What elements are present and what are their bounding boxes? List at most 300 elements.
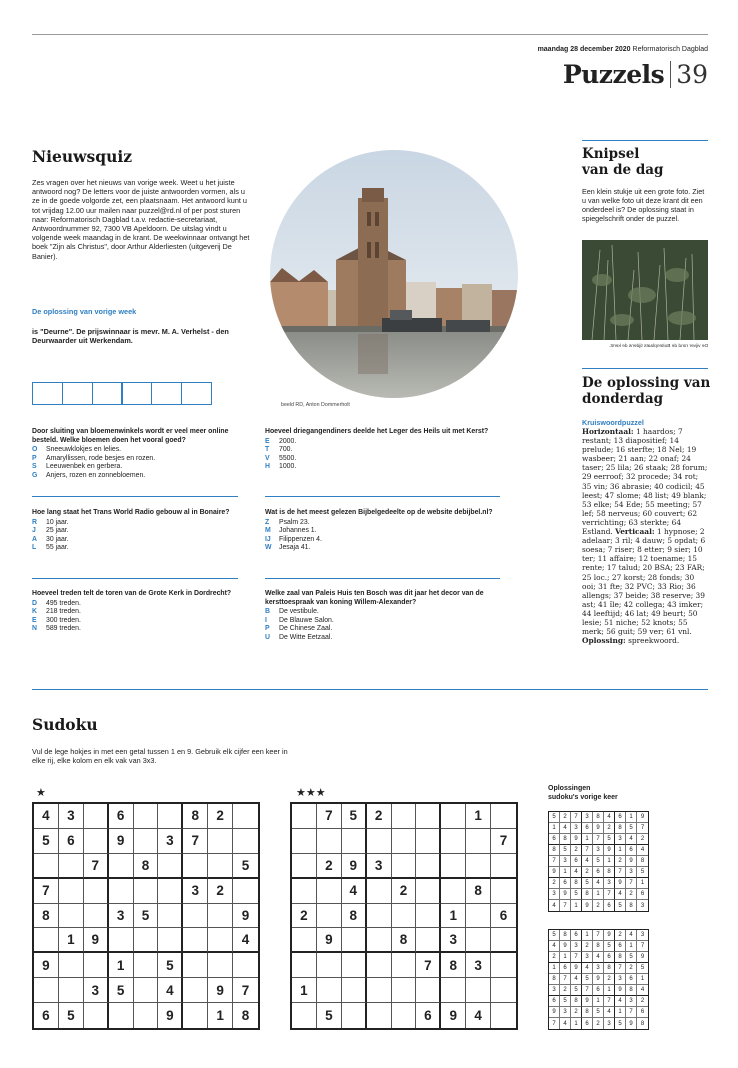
sudoku-cell: 2	[317, 854, 342, 879]
sudoku-cell: 4	[560, 823, 571, 834]
sudoku-cell: 9	[637, 812, 648, 823]
sudoku-cell: 2	[560, 812, 571, 823]
previous-solution-text: is "Deurne". De prijswinnaar is mevr. M. A. Verhelst - den Deurwaarder uit Werkendam.	[32, 327, 229, 346]
sudoku-cell: 8	[183, 804, 208, 829]
sudoku-cell[interactable]	[84, 1003, 109, 1028]
sudoku-cell[interactable]	[134, 1003, 159, 1028]
sudoku-cell[interactable]	[317, 953, 342, 978]
sudoku-cell: 2	[582, 941, 593, 952]
sudoku-cell: 3	[441, 928, 466, 953]
sudoku-cell[interactable]	[416, 879, 441, 904]
sudoku-cell: 8	[134, 854, 159, 879]
sudoku-cell: 2	[582, 867, 593, 878]
sudoku-cell: 4	[560, 1018, 571, 1029]
answer-box[interactable]	[181, 382, 212, 405]
nieuwsquiz-title: Nieuwsquiz	[32, 147, 133, 166]
sudoku-cell: 6	[604, 900, 615, 911]
sudoku-cell: 8	[571, 996, 582, 1007]
sudoku-cell: 9	[615, 878, 626, 889]
sudoku-cell: 7	[34, 879, 59, 904]
sudoku-cell: 3	[560, 1007, 571, 1018]
sudoku-cell: 7	[604, 996, 615, 1007]
sudoku-cell[interactable]	[342, 978, 367, 1003]
sudoku-cell: 5	[158, 953, 183, 978]
sudoku-cell[interactable]	[392, 854, 417, 879]
sudoku-cell[interactable]	[59, 978, 84, 1003]
sudoku-cell: 6	[626, 974, 637, 985]
sudoku-cell[interactable]	[416, 904, 441, 929]
sudoku-cell: 5	[342, 804, 367, 829]
sudoku-cell[interactable]	[233, 879, 258, 904]
sudoku-cell[interactable]	[84, 953, 109, 978]
sudoku-cell: 1	[571, 900, 582, 911]
sudoku-cell: 3	[640, 902, 645, 909]
sudoku-cell[interactable]	[59, 854, 84, 879]
sudoku-cell[interactable]	[491, 978, 516, 1003]
sudoku-cell: 9	[593, 974, 604, 985]
sudoku-cell[interactable]	[134, 978, 159, 1003]
sudoku-cell: 8	[626, 985, 637, 996]
sudoku-cell[interactable]	[183, 953, 208, 978]
sudoku-cell: 9	[560, 889, 571, 900]
sudoku-cell[interactable]	[34, 928, 59, 953]
sudoku-cell[interactable]	[491, 879, 516, 904]
quiz-option: Z Psalm 23.	[265, 518, 310, 526]
sudoku-cell: 5	[134, 904, 159, 929]
sudoku-cell: 2	[637, 834, 648, 845]
sudoku-cell: 7	[549, 1018, 560, 1029]
sudoku-cell[interactable]	[158, 904, 183, 929]
sudoku-cell: 3	[615, 834, 626, 845]
sudoku-cell: 3	[549, 889, 560, 900]
sudoku-cell: 1	[626, 941, 637, 952]
sudoku-cell[interactable]	[491, 854, 516, 879]
sudoku-cell[interactable]	[59, 953, 84, 978]
sudoku-cell: 6	[491, 904, 516, 929]
answer-box[interactable]	[121, 382, 152, 405]
sudoku-cell: 4	[626, 834, 637, 845]
sudoku-cell: 6	[34, 1003, 59, 1028]
sudoku-cell: 6	[637, 1007, 648, 1018]
dateline: maandag 28 december 2020 Reformatorisch Dagblad	[537, 46, 708, 53]
sudoku-cell: 4	[593, 952, 604, 963]
sudoku-cell: 9	[317, 928, 342, 953]
sudoku-cell: 9	[582, 996, 593, 1007]
sudoku-cell[interactable]	[416, 928, 441, 953]
sudoku-cell[interactable]	[466, 829, 491, 854]
sudoku-cell[interactable]	[441, 978, 466, 1003]
sudoku-cell[interactable]	[367, 904, 392, 929]
sudoku-cell: 7	[183, 829, 208, 854]
sudoku-cell[interactable]	[158, 854, 183, 879]
sudoku-cell: 2	[367, 804, 392, 829]
quiz-option: E 2000.	[265, 437, 297, 445]
sudoku-cell: 8	[640, 1020, 645, 1027]
sudoku-cell: 5	[615, 1018, 626, 1029]
sudoku-cell: 7	[491, 829, 516, 854]
sudoku-cell: 4	[615, 889, 626, 900]
quiz-option: I De Blauwe Salon.	[265, 616, 334, 624]
quiz-option: J 25 jaar.	[32, 527, 69, 535]
sudoku-cell[interactable]	[416, 829, 441, 854]
sudoku-cell: 7	[317, 804, 342, 829]
sudoku-cell: 3	[59, 804, 84, 829]
quiz-option: P Amaryllissen, rode besjes en rozen.	[32, 454, 156, 462]
sudoku-cell[interactable]	[208, 953, 233, 978]
sudoku-cell: 3	[615, 974, 626, 985]
sudoku-cell: 7	[549, 856, 560, 867]
sudoku-cell[interactable]	[491, 953, 516, 978]
sudoku-cell: 2	[571, 845, 582, 856]
sudoku-cell[interactable]	[292, 953, 317, 978]
sudoku-cell[interactable]	[183, 904, 208, 929]
sudoku-cell[interactable]	[292, 804, 317, 829]
question-divider	[265, 578, 500, 579]
sudoku-cell: 5	[549, 930, 560, 941]
sudoku-cell[interactable]	[134, 879, 159, 904]
quiz-option: N 589 treden.	[32, 625, 81, 633]
sudoku-cell: 7	[560, 974, 571, 985]
sudoku-cell[interactable]	[134, 953, 159, 978]
sudoku-cell: 7	[416, 953, 441, 978]
sudoku-cell: 7	[571, 952, 582, 963]
sudoku-cell[interactable]	[317, 904, 342, 929]
sudoku-cell: 8	[549, 974, 560, 985]
sudoku-cell: 3	[84, 978, 109, 1003]
sudoku-cell[interactable]	[109, 928, 134, 953]
sudoku-cell: 2	[604, 823, 615, 834]
sudoku-cell[interactable]	[158, 879, 183, 904]
sudoku-cell[interactable]	[491, 804, 516, 829]
sudoku-cell: 3	[582, 952, 593, 963]
sudoku-cell: 1	[560, 867, 571, 878]
sudoku-cell: 7	[604, 889, 615, 900]
sudoku-cell[interactable]	[292, 854, 317, 879]
sudoku-cell: 6	[109, 804, 134, 829]
sudoku-cell: 2	[560, 985, 571, 996]
sudoku-cell[interactable]	[367, 1003, 392, 1028]
sudoku-cell: 3	[593, 845, 604, 856]
sudoku-cell: 1	[582, 834, 593, 845]
sudoku-cell[interactable]	[392, 978, 417, 1003]
quiz-option: H 1000.	[265, 463, 297, 471]
sudoku-cell: 8	[582, 889, 593, 900]
sudoku-cell: 4	[582, 856, 593, 867]
knipsel-rule	[582, 140, 708, 141]
sudoku-cell[interactable]	[84, 879, 109, 904]
sudoku-cell: 6	[416, 1003, 441, 1028]
sudoku-cell[interactable]	[134, 829, 159, 854]
quiz-question-3: Hoeveel treden telt de toren van de Grote Kerk in Dordrecht? D 495 treden. K 218 treden. E 300 treden. N 589 treden.	[32, 590, 238, 634]
sudoku-cell[interactable]	[466, 854, 491, 879]
sudoku-cell[interactable]	[109, 879, 134, 904]
sudoku-cell: 1	[571, 1018, 582, 1029]
section-separator	[670, 61, 671, 88]
quiz-option: M Johannes 1.	[265, 527, 317, 535]
sudoku-cell: 4	[604, 1007, 615, 1018]
sudoku-cell[interactable]	[317, 829, 342, 854]
sudoku-cell[interactable]	[208, 854, 233, 879]
sudoku-cell: 1	[593, 889, 604, 900]
sudoku-cell: 5	[560, 996, 571, 1007]
quiz-option: K 218 treden.	[32, 608, 81, 616]
sudoku-cell: 9	[604, 845, 615, 856]
sudoku-cell: 2	[392, 879, 417, 904]
sudoku-cell[interactable]	[84, 904, 109, 929]
sudoku-cell: 6	[593, 867, 604, 878]
sudoku-cell: 4	[549, 900, 560, 911]
sudoku-cell: 4	[549, 941, 560, 952]
sudoku-cell[interactable]	[59, 904, 84, 929]
sudoku-cell[interactable]	[392, 829, 417, 854]
sudoku-cell: 2	[604, 974, 615, 985]
kruiswoord-solution: Horizontaal: 1 haardos; 7 restant; 13 diapositief; 14 prelude; 16 sterfte; 18 Nel; 19 wasbeer; 21 aan; 22 onaf; 24 taser; 25 lila; 26 staak; 28 forum; 29 eerroof; 32 procede; 34 rot; 35 vin; 36 abrasie; 40 codicil; 45 leest; 47 slome; 48 list; 49 blank; 53 elke; 54 Ede; 55 meeting; 57 lef; 58 nerveus; 60 couvert; 62 verrichting; 63 sterkte; 64 Estland. Verticaal: 1 hypnose; 2 adelaar; 3 ril; 4 dauw; 5 opdat; 6 soesa; 7 riser; 8 etter; 9 sier; 10 ter; 11 affaire; 12 toename; 15 rente; 17 talud; 20 BSA; 23 FAR; 25 loc.; 27 korst; 28 fonds; 30 ooi; 31 fte; 32 PVC; 33 Rio; 36 allengs; 37 beide; 38 reserve; 39 ast; 41 île; 42 collega; 43 imker; 44 leeftijd; 46 lat; 49 beurt; 50 lesie; 51 niche; 52 knots; 55 merk; 56 guit; 59 ver; 61 vnl. Oplossing: spreekwoord.	[582, 427, 708, 646]
sudoku-cell: 1	[637, 974, 648, 985]
sudoku-cell[interactable]	[109, 1003, 134, 1028]
sudoku-cell: 7	[593, 834, 604, 845]
sudoku-cell[interactable]	[183, 928, 208, 953]
sudoku-cell[interactable]	[441, 854, 466, 879]
sudoku-cell[interactable]	[134, 928, 159, 953]
solutions-heading: Oplossingen sudoku's vorige keer	[548, 785, 618, 801]
sudoku-cell: 9	[560, 941, 571, 952]
sudoku-cell: 9	[549, 867, 560, 878]
sudoku-cell: 8	[392, 928, 417, 953]
sudoku-cell: 7	[626, 878, 637, 889]
question-divider	[32, 496, 238, 497]
quiz-option: G Anjers, rozen en zonnebloemen.	[32, 471, 146, 479]
sudoku-cell: 5	[615, 900, 626, 911]
sudoku-cell: 5	[233, 854, 258, 879]
knipsel-photo	[582, 240, 708, 340]
sudoku-cell[interactable]	[292, 1003, 317, 1028]
sudoku-cell: 1	[109, 953, 134, 978]
sudoku-cell: 4	[233, 928, 258, 953]
sudoku-cell[interactable]	[292, 879, 317, 904]
sudoku-cell[interactable]	[491, 928, 516, 953]
sudoku-cell: 3	[109, 904, 134, 929]
sudoku-cell: 9	[233, 904, 258, 929]
sudoku-cell[interactable]	[34, 854, 59, 879]
sudoku-cell: 1	[615, 845, 626, 856]
sudoku-cell[interactable]	[59, 879, 84, 904]
sudoku-cell[interactable]	[367, 829, 392, 854]
sudoku-cell[interactable]	[441, 879, 466, 904]
sudoku-cell: 5	[571, 985, 582, 996]
sudoku-cell[interactable]	[392, 953, 417, 978]
quiz-question-4: Hoeveel driegangendiners deelde het Leger des Heils uit met Kerst? E 2000. T 700. V 5500. H 1000.	[265, 428, 500, 472]
sudoku-cell: 8	[466, 879, 491, 904]
sudoku-cell: 2	[626, 963, 637, 974]
sudoku-cell: 3	[582, 812, 593, 823]
section-divider	[32, 689, 708, 690]
sudoku-cell[interactable]	[491, 1003, 516, 1028]
page-number: 39	[676, 60, 708, 89]
sudoku-cell[interactable]	[183, 1003, 208, 1028]
sudoku-cell[interactable]	[84, 804, 109, 829]
sudoku-cell: 2	[571, 1007, 582, 1018]
sudoku-cell[interactable]	[416, 978, 441, 1003]
sudoku-cell: 9	[571, 963, 582, 974]
foliage-illustration	[582, 240, 708, 340]
sudoku-cell: 9	[342, 854, 367, 879]
sudoku-cell: 5	[59, 1003, 84, 1028]
sudoku-cell: 8	[560, 930, 571, 941]
sudoku-cell[interactable]	[367, 928, 392, 953]
quiz-question-6: Welke zaal van Paleis Huis ten Bosch was dit jaar het decor van de kersttoespraak van koning Willem-Alexander? B De vestibule. I De Blauwe Salon. P De Chinese Zaal. U De Witte Eetzaal.	[265, 590, 500, 643]
sudoku-cell: 4	[34, 804, 59, 829]
quiz-question-5: Wat is de het meest gelezen Bijbelgedeelte op de website debijbel.nl? Z Psalm 23. M Johannes 1. IJ Filippenzen 4. W Jesaja 41.	[265, 509, 500, 553]
sudoku-cell: 8	[560, 834, 571, 845]
sudoku-cell[interactable]	[183, 978, 208, 1003]
dordrecht-photo	[270, 150, 518, 398]
sudoku-cell: 7	[626, 1007, 637, 1018]
sudoku-cell: 2	[615, 856, 626, 867]
sudoku-cell: 5	[604, 941, 615, 952]
sudoku-cell[interactable]	[183, 854, 208, 879]
sudoku-cell[interactable]	[466, 978, 491, 1003]
sudoku-cell: 5	[626, 823, 637, 834]
sudoku-cell[interactable]	[416, 804, 441, 829]
sudoku-cell: 1	[466, 804, 491, 829]
sudoku-cell: 4	[158, 978, 183, 1003]
quiz-option: O Sneeuwklokjes en lelies.	[32, 446, 122, 454]
sudoku-cell[interactable]	[317, 879, 342, 904]
sudoku-cell: 1	[208, 1003, 233, 1028]
knipsel-title: Knipsel van de dag	[582, 146, 664, 178]
sudoku-cell: 2	[208, 879, 233, 904]
sudoku-cell: 2	[292, 904, 317, 929]
sudoku-cell: 3	[604, 878, 615, 889]
sudoku-cell: 6	[549, 834, 560, 845]
sudoku-cell: 7	[615, 963, 626, 974]
sudoku-cell[interactable]	[367, 953, 392, 978]
sudoku-cell[interactable]	[416, 854, 441, 879]
question-divider	[265, 496, 500, 497]
sudoku-cell[interactable]	[392, 1003, 417, 1028]
sudoku-cell: 4	[593, 878, 604, 889]
sudoku-cell: 4	[637, 845, 648, 856]
sudoku-cell: 6	[604, 952, 615, 963]
answer-box[interactable]	[32, 382, 63, 405]
sudoku-cell: 8	[571, 878, 582, 889]
sudoku-cell: 8	[637, 856, 648, 867]
answer-boxes	[32, 382, 211, 405]
sudoku-cell[interactable]	[466, 928, 491, 953]
sudoku-cell[interactable]	[342, 928, 367, 953]
sudoku-cell: 3	[560, 856, 571, 867]
sudoku-cell: 1	[549, 823, 560, 834]
sudoku-cell: 2	[549, 952, 560, 963]
sudoku-cell[interactable]	[367, 879, 392, 904]
sudoku-cell: 6	[549, 996, 560, 1007]
mirror-solution-text: De vijver rond de Buitenplaats tijdens de kerst.	[609, 344, 708, 349]
sudoku-cell[interactable]	[292, 829, 317, 854]
sudoku-cell[interactable]	[342, 829, 367, 854]
sudoku-cell: 6	[59, 829, 84, 854]
sudoku-cell[interactable]	[367, 978, 392, 1003]
sudoku-cell: 3	[158, 829, 183, 854]
sudoku-cell: 9	[208, 978, 233, 1003]
sudoku-cell: 5	[604, 834, 615, 845]
answer-box[interactable]	[92, 382, 123, 405]
answer-box[interactable]	[62, 382, 93, 405]
kruiswoord-heading: Kruiswoordpuzzel	[582, 418, 644, 427]
sudoku-cell[interactable]	[392, 904, 417, 929]
sudoku-cell: 6	[582, 1018, 593, 1029]
sudoku-cell: 8	[593, 812, 604, 823]
sudoku-cell[interactable]	[208, 829, 233, 854]
sudoku-cell[interactable]	[208, 904, 233, 929]
sudoku-cell: 9	[582, 900, 593, 911]
sudoku-cell: 7	[615, 867, 626, 878]
quiz-option: IJ Filippenzen 4.	[265, 535, 322, 543]
sudoku-cell: 6	[626, 845, 637, 856]
sudoku-cell: 9	[615, 985, 626, 996]
nieuwsquiz-intro: Zes vragen over het nieuws van vorige week. Weet u het juiste antwoord nog? De letters voor de juiste antwoorden vormen, als u ze in de goede volgorde zet, een plaatsnaam. Het antwoord kunt u tot vrijdag 12.00 uur mailen naar puzzel@rd.nl of per post sturen naar: Reformatorisch Dagblad t.a.v. redactie-secretariaat, Antwoordnummer 92, 7300 VB Apeldoorn. De uitslag vindt u volgende week maandag in de krant. De weekwinnaar ontvangt het boek "Zijn als Christus", door Arthur Alderliesten (uitgeverij De Banier).	[32, 178, 250, 261]
sudoku-cell: 1	[604, 985, 615, 996]
sudoku-cell: 8	[582, 1007, 593, 1018]
sudoku-cell: 7	[560, 900, 571, 911]
sudoku-cell[interactable]	[342, 1003, 367, 1028]
sudoku-cell[interactable]	[134, 804, 159, 829]
sudoku-cell[interactable]	[208, 928, 233, 953]
sudoku-cell: 5	[109, 978, 134, 1003]
sudoku-cell[interactable]	[441, 804, 466, 829]
sudoku-cell: 6	[560, 878, 571, 889]
sudoku-cell: 3	[637, 930, 648, 941]
section-header	[563, 60, 708, 89]
sudoku-cell[interactable]	[317, 978, 342, 1003]
answer-box[interactable]	[151, 382, 182, 405]
sudoku-cell[interactable]	[466, 904, 491, 929]
sudoku-cell[interactable]	[84, 829, 109, 854]
sudoku-cell: 5	[317, 1003, 342, 1028]
sudoku-cell[interactable]	[158, 804, 183, 829]
sudoku-cell: 9	[626, 1018, 637, 1029]
sudoku-cell: 4	[637, 985, 648, 996]
sudoku-cell: 9	[109, 829, 134, 854]
sudoku-cell[interactable]	[109, 854, 134, 879]
sudoku-cell: 9	[626, 856, 637, 867]
sudoku-cell[interactable]	[342, 953, 367, 978]
sudoku-cell[interactable]	[233, 953, 258, 978]
sudoku-cell[interactable]	[292, 928, 317, 953]
sudoku-cell: 6	[571, 930, 582, 941]
quiz-question-1: Door sluiting van bloemenwinkels wordt er veel meer online besteld. Welke bloemen doen het vooral goed? O Sneeuwklokjes en lelies. P Amaryllissen, rode besjes en rozen. S Leeuwenbek en gerbera. G Anjers, rozen en zonnebloemen.	[32, 428, 238, 481]
header-rule	[32, 34, 708, 35]
sudoku-cell[interactable]	[392, 804, 417, 829]
sudoku-cell[interactable]	[34, 978, 59, 1003]
sudoku-cell: 5	[560, 845, 571, 856]
previous-solution-heading: De oplossing van vorige week	[32, 307, 137, 316]
sudoku-cell: 5	[593, 856, 604, 867]
sudoku-cell: 9	[637, 952, 648, 963]
sudoku-cell[interactable]	[233, 829, 258, 854]
sudoku-cell: 1	[637, 878, 648, 889]
sudoku-cell: 2	[615, 930, 626, 941]
sudoku-cell[interactable]	[158, 928, 183, 953]
sudoku-cell: 3	[549, 985, 560, 996]
sudoku-cell: 9	[441, 1003, 466, 1028]
sudoku-cell: 4	[571, 867, 582, 878]
sudoku-cell: 9	[593, 823, 604, 834]
sudoku-cell[interactable]	[441, 829, 466, 854]
sudoku-cell[interactable]	[233, 804, 258, 829]
sudoku-cell: 8	[615, 823, 626, 834]
sudoku-cell: 1	[549, 963, 560, 974]
sudoku-cell: 9	[549, 1007, 560, 1018]
